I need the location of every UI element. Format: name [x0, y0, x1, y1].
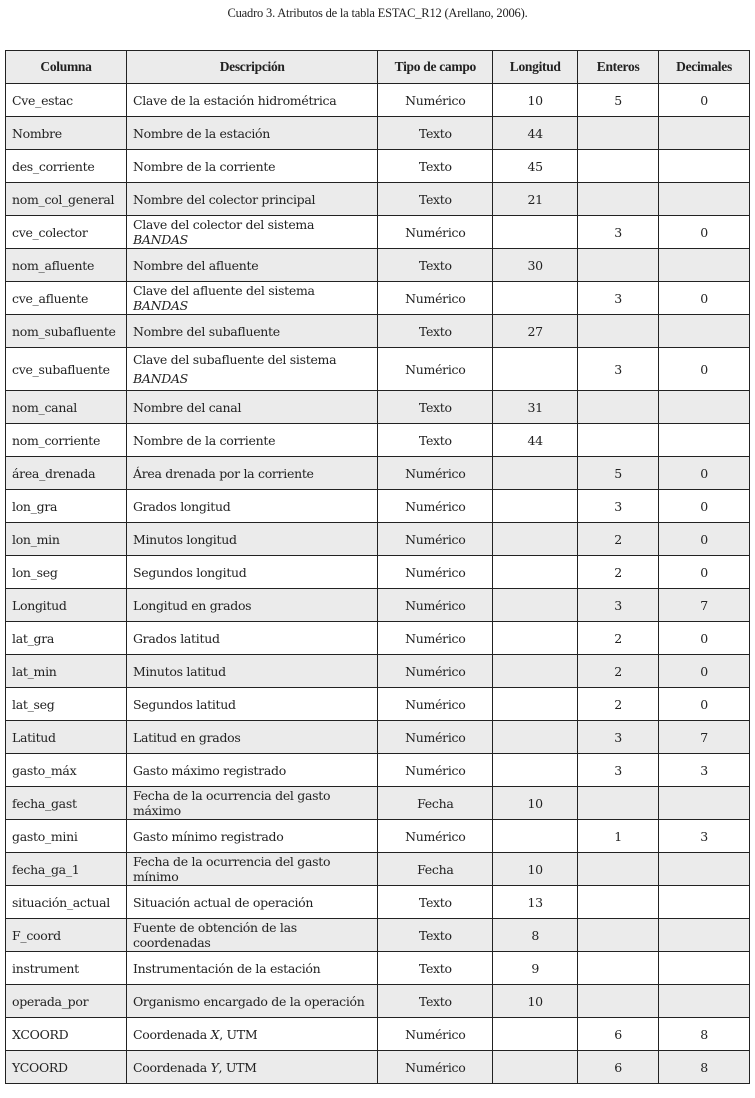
- cell-decimales: 3: [659, 754, 750, 787]
- cell-descripcion: [126, 622, 377, 655]
- cell-columna: situación_actual: [6, 886, 127, 919]
- cell-enteros: 3: [578, 490, 659, 523]
- descripcion-text: Minutos latitud: [132, 663, 226, 679]
- table-row: [6, 556, 750, 589]
- cell-longitud: 10: [493, 787, 578, 820]
- cell-tipo: Texto: [378, 424, 493, 457]
- cell-longitud: [493, 655, 578, 688]
- cell-descripcion: [126, 1018, 377, 1051]
- attributes-table: [5, 50, 750, 1084]
- cell-tipo: Texto: [378, 183, 493, 216]
- cell-enteros: 6: [578, 1051, 659, 1084]
- cell-tipo: Numérico: [378, 457, 493, 490]
- cell-decimales: [659, 183, 750, 216]
- cell-enteros: [578, 853, 659, 886]
- cell-descripcion: [126, 721, 377, 754]
- cell-descripcion: [126, 853, 377, 886]
- descripcion-text: Coordenada: [132, 1026, 211, 1042]
- descripcion-text: Área drenada por la corriente: [132, 465, 314, 481]
- table-row: [6, 655, 750, 688]
- cell-decimales: 8: [659, 1051, 750, 1084]
- cell-enteros: 3: [578, 721, 659, 754]
- descripcion-text: Situación actual de operación: [132, 894, 314, 910]
- cell-longitud: [493, 490, 578, 523]
- cell-longitud: [493, 688, 578, 721]
- table-row: [6, 84, 750, 117]
- table-row: [6, 249, 750, 282]
- cell-decimales: [659, 853, 750, 886]
- cell-decimales: 3: [659, 820, 750, 853]
- cell-tipo: Fecha: [378, 853, 493, 886]
- cell-columna: cve_afluente: [6, 282, 127, 315]
- descripcion-suffix: , UTM: [218, 1059, 257, 1075]
- cell-longitud: [493, 820, 578, 853]
- cell-enteros: 3: [578, 348, 659, 391]
- cell-descripcion: [126, 424, 377, 457]
- cell-enteros: 2: [578, 622, 659, 655]
- cell-tipo: Numérico: [378, 84, 493, 117]
- cell-decimales: [659, 391, 750, 424]
- cell-columna: Cve_estac: [6, 84, 127, 117]
- descripcion-text: Grados longitud: [132, 498, 231, 514]
- cell-decimales: 0: [659, 216, 750, 249]
- cell-descripcion: [126, 919, 377, 952]
- cell-longitud: 27: [493, 315, 578, 348]
- cell-tipo: Numérico: [378, 622, 493, 655]
- cell-columna: área_drenada: [6, 457, 127, 490]
- cell-columna: nom_canal: [6, 391, 127, 424]
- descripcion-text: Nombre de la estación: [132, 125, 270, 141]
- cell-enteros: [578, 150, 659, 183]
- cell-descripcion: [126, 249, 377, 282]
- cell-longitud: [493, 622, 578, 655]
- table-row: [6, 282, 750, 315]
- descripcion-text: Nombre del subafluente: [132, 323, 280, 339]
- descripcion-text: Nombre de la corriente: [132, 158, 276, 174]
- descripcion-text: Clave del colector del sistema: [132, 217, 315, 232]
- cell-decimales: [659, 117, 750, 150]
- descripcion-text: Organismo encargado de la operación: [132, 993, 365, 1009]
- cell-columna: nom_col_general: [6, 183, 127, 216]
- cell-descripcion: [126, 84, 377, 117]
- descripcion-text: Nombre de la corriente: [132, 432, 276, 448]
- cell-descripcion: [126, 589, 377, 622]
- table-row: [6, 787, 750, 820]
- descripcion-text: Coordenada: [132, 1059, 211, 1075]
- descripcion-italic: BANDAS: [132, 232, 188, 247]
- cell-tipo: Texto: [378, 249, 493, 282]
- descripcion-text: Fuente de obtención de las coordenadas: [132, 920, 297, 950]
- cell-enteros: [578, 787, 659, 820]
- table-row: [6, 348, 750, 391]
- cell-longitud: 8: [493, 919, 578, 952]
- cell-descripcion: [126, 820, 377, 853]
- cell-tipo: Numérico: [378, 348, 493, 391]
- cell-descripcion: [126, 183, 377, 216]
- cell-tipo: Numérico: [378, 655, 493, 688]
- table-row: [6, 216, 750, 249]
- cell-columna: nom_afluente: [6, 249, 127, 282]
- cell-decimales: 0: [659, 688, 750, 721]
- cell-descripcion: [126, 787, 377, 820]
- cell-columna: des_corriente: [6, 150, 127, 183]
- cell-tipo: Texto: [378, 150, 493, 183]
- cell-columna: gasto_mini: [6, 820, 127, 853]
- cell-tipo: Numérico: [378, 216, 493, 249]
- cell-enteros: [578, 391, 659, 424]
- cell-enteros: 3: [578, 216, 659, 249]
- table-caption: Cuadro 3. Atributos de la tabla ESTAC_R12 (Arellano, 2006).: [227, 6, 528, 20]
- cell-columna: instrument: [6, 952, 127, 985]
- cell-enteros: [578, 117, 659, 150]
- cell-descripcion: [126, 282, 377, 315]
- cell-decimales: [659, 985, 750, 1018]
- cell-decimales: 0: [659, 348, 750, 391]
- cell-tipo: Texto: [378, 117, 493, 150]
- cell-enteros: [578, 183, 659, 216]
- cell-enteros: [578, 919, 659, 952]
- cell-longitud: [493, 1018, 578, 1051]
- cell-tipo: Numérico: [378, 556, 493, 589]
- cell-columna: lon_min: [6, 523, 127, 556]
- table-row: [6, 315, 750, 348]
- cell-descripcion: [126, 556, 377, 589]
- cell-longitud: [493, 1051, 578, 1084]
- cell-columna: nom_corriente: [6, 424, 127, 457]
- table-row: [6, 820, 750, 853]
- cell-longitud: [493, 348, 578, 391]
- cell-longitud: 21: [493, 183, 578, 216]
- descripcion-text: Gasto mínimo registrado: [132, 828, 284, 844]
- cell-decimales: [659, 150, 750, 183]
- cell-enteros: [578, 985, 659, 1018]
- cell-decimales: [659, 424, 750, 457]
- cell-enteros: 2: [578, 556, 659, 589]
- cell-columna: lon_seg: [6, 556, 127, 589]
- table-row: [6, 457, 750, 490]
- cell-columna: lat_seg: [6, 688, 127, 721]
- descripcion-suffix: , UTM: [219, 1026, 258, 1042]
- cell-tipo: Texto: [378, 315, 493, 348]
- cell-enteros: [578, 249, 659, 282]
- cell-enteros: 3: [578, 589, 659, 622]
- cell-columna: lat_gra: [6, 622, 127, 655]
- cell-tipo: Numérico: [378, 820, 493, 853]
- table-row: [6, 919, 750, 952]
- header-enteros: Enteros: [578, 51, 659, 84]
- descripcion-text: Grados latitud: [132, 630, 220, 646]
- cell-decimales: [659, 919, 750, 952]
- cell-decimales: [659, 249, 750, 282]
- cell-descripcion: [126, 490, 377, 523]
- cell-enteros: 1: [578, 820, 659, 853]
- table-row: [6, 490, 750, 523]
- cell-descripcion: [126, 216, 377, 249]
- descripcion-text: Latitud en grados: [132, 729, 241, 745]
- descripcion-text: Nombre del colector principal: [132, 191, 316, 207]
- cell-columna: Nombre: [6, 117, 127, 150]
- table-row: [6, 150, 750, 183]
- cell-descripcion: [126, 457, 377, 490]
- table-row: [6, 721, 750, 754]
- table-row: [6, 952, 750, 985]
- table-row: [6, 985, 750, 1018]
- cell-longitud: [493, 721, 578, 754]
- descripcion-italic: X: [210, 1026, 220, 1042]
- cell-enteros: [578, 424, 659, 457]
- header-decimales: Decimales: [659, 51, 750, 84]
- cell-enteros: 2: [578, 655, 659, 688]
- cell-enteros: 2: [578, 688, 659, 721]
- cell-enteros: 5: [578, 84, 659, 117]
- cell-tipo: Numérico: [378, 589, 493, 622]
- descripcion-text: Segundos longitud: [132, 564, 247, 580]
- cell-longitud: 44: [493, 117, 578, 150]
- cell-decimales: [659, 886, 750, 919]
- cell-tipo: Texto: [378, 391, 493, 424]
- cell-longitud: [493, 282, 578, 315]
- cell-tipo: Texto: [378, 952, 493, 985]
- descripcion-text: Gasto máximo registrado: [132, 762, 286, 778]
- cell-tipo: Numérico: [378, 721, 493, 754]
- cell-decimales: 7: [659, 721, 750, 754]
- table-row: [6, 1051, 750, 1084]
- cell-longitud: 30: [493, 249, 578, 282]
- cell-longitud: 45: [493, 150, 578, 183]
- cell-longitud: [493, 589, 578, 622]
- table-row: [6, 589, 750, 622]
- cell-longitud: 10: [493, 84, 578, 117]
- cell-enteros: 6: [578, 1018, 659, 1051]
- cell-descripcion: [126, 523, 377, 556]
- cell-descripcion: [126, 315, 377, 348]
- header-descripcion: Descripción: [126, 51, 377, 84]
- cell-descripcion: [126, 1051, 377, 1084]
- table-row: [6, 688, 750, 721]
- table-row: [6, 1018, 750, 1051]
- cell-longitud: [493, 556, 578, 589]
- cell-descripcion: [126, 348, 377, 391]
- cell-decimales: 0: [659, 556, 750, 589]
- cell-decimales: 0: [659, 457, 750, 490]
- cell-decimales: [659, 787, 750, 820]
- cell-longitud: 9: [493, 952, 578, 985]
- cell-enteros: [578, 952, 659, 985]
- descripcion-text: Fecha de la ocurrencia del gasto mínimo: [132, 854, 331, 884]
- cell-columna: fecha_gast: [6, 787, 127, 820]
- descripcion-text: Minutos longitud: [132, 531, 237, 547]
- cell-decimales: 0: [659, 84, 750, 117]
- cell-enteros: 3: [578, 754, 659, 787]
- cell-longitud: 31: [493, 391, 578, 424]
- table-row: [6, 853, 750, 886]
- cell-descripcion: [126, 117, 377, 150]
- cell-decimales: 0: [659, 655, 750, 688]
- cell-longitud: [493, 216, 578, 249]
- descripcion-italic: BANDAS: [132, 371, 188, 386]
- cell-longitud: [493, 523, 578, 556]
- cell-longitud: 10: [493, 853, 578, 886]
- cell-descripcion: [126, 754, 377, 787]
- cell-tipo: Texto: [378, 886, 493, 919]
- cell-tipo: Texto: [378, 919, 493, 952]
- cell-descripcion: [126, 952, 377, 985]
- cell-decimales: 8: [659, 1018, 750, 1051]
- table-body: [6, 84, 750, 1084]
- table-row: [6, 117, 750, 150]
- descripcion-text: Clave del subafluente del sistema: [132, 352, 337, 367]
- cell-longitud: 10: [493, 985, 578, 1018]
- descripcion-italic: Y: [210, 1059, 219, 1075]
- cell-enteros: 3: [578, 282, 659, 315]
- cell-tipo: Numérico: [378, 490, 493, 523]
- cell-columna: operada_por: [6, 985, 127, 1018]
- cell-decimales: 0: [659, 282, 750, 315]
- cell-descripcion: [126, 150, 377, 183]
- table-row: [6, 754, 750, 787]
- cell-longitud: [493, 457, 578, 490]
- cell-tipo: Numérico: [378, 523, 493, 556]
- descripcion-text: Longitud en grados: [132, 597, 252, 613]
- cell-decimales: 0: [659, 490, 750, 523]
- descripcion-text: Nombre del afluente: [132, 257, 259, 273]
- cell-columna: gasto_máx: [6, 754, 127, 787]
- cell-columna: cve_colector: [6, 216, 127, 249]
- cell-columna: F_coord: [6, 919, 127, 952]
- descripcion-text: Instrumentación de la estación: [132, 960, 321, 976]
- cell-columna: Latitud: [6, 721, 127, 754]
- cell-decimales: [659, 952, 750, 985]
- cell-longitud: 44: [493, 424, 578, 457]
- descripcion-text: Nombre del canal: [132, 399, 242, 415]
- cell-tipo: Numérico: [378, 1051, 493, 1084]
- cell-decimales: 0: [659, 622, 750, 655]
- header-row: [6, 51, 750, 84]
- cell-columna: lat_min: [6, 655, 127, 688]
- descripcion-text: Clave del afluente del sistema: [132, 283, 315, 298]
- cell-tipo: Numérico: [378, 282, 493, 315]
- cell-tipo: Fecha: [378, 787, 493, 820]
- descripcion-text: Clave de la estación hidrométrica: [132, 92, 337, 108]
- cell-decimales: 0: [659, 523, 750, 556]
- cell-longitud: [493, 754, 578, 787]
- table-row: [6, 424, 750, 457]
- cell-descripcion: [126, 391, 377, 424]
- cell-columna: Longitud: [6, 589, 127, 622]
- descripcion-text: Segundos latitud: [132, 696, 236, 712]
- descripcion-text: Fecha de la ocurrencia del gasto máximo: [132, 788, 331, 818]
- cell-columna: fecha_ga_1: [6, 853, 127, 886]
- table-row: [6, 622, 750, 655]
- cell-columna: nom_subafluente: [6, 315, 127, 348]
- cell-enteros: 2: [578, 523, 659, 556]
- cell-tipo: Texto: [378, 985, 493, 1018]
- cell-tipo: Numérico: [378, 688, 493, 721]
- cell-tipo: Numérico: [378, 754, 493, 787]
- descripcion-italic: BANDAS: [132, 298, 188, 313]
- table-row: [6, 523, 750, 556]
- cell-descripcion: [126, 886, 377, 919]
- cell-columna: lon_gra: [6, 490, 127, 523]
- header-longitud: Longitud: [493, 51, 578, 84]
- cell-columna: cve_subafluente: [6, 348, 127, 391]
- cell-decimales: [659, 315, 750, 348]
- cell-tipo: Numérico: [378, 1018, 493, 1051]
- cell-columna: XCOORD: [6, 1018, 127, 1051]
- cell-descripcion: [126, 985, 377, 1018]
- cell-descripcion: [126, 688, 377, 721]
- cell-longitud: 13: [493, 886, 578, 919]
- cell-enteros: 5: [578, 457, 659, 490]
- cell-decimales: 7: [659, 589, 750, 622]
- cell-columna: YCOORD: [6, 1051, 127, 1084]
- table-row: [6, 886, 750, 919]
- header-tipo: Tipo de campo: [378, 51, 493, 84]
- table-row: [6, 391, 750, 424]
- cell-enteros: [578, 886, 659, 919]
- cell-descripcion: [126, 655, 377, 688]
- table-row: [6, 183, 750, 216]
- header-columna: Columna: [6, 51, 127, 84]
- cell-enteros: [578, 315, 659, 348]
